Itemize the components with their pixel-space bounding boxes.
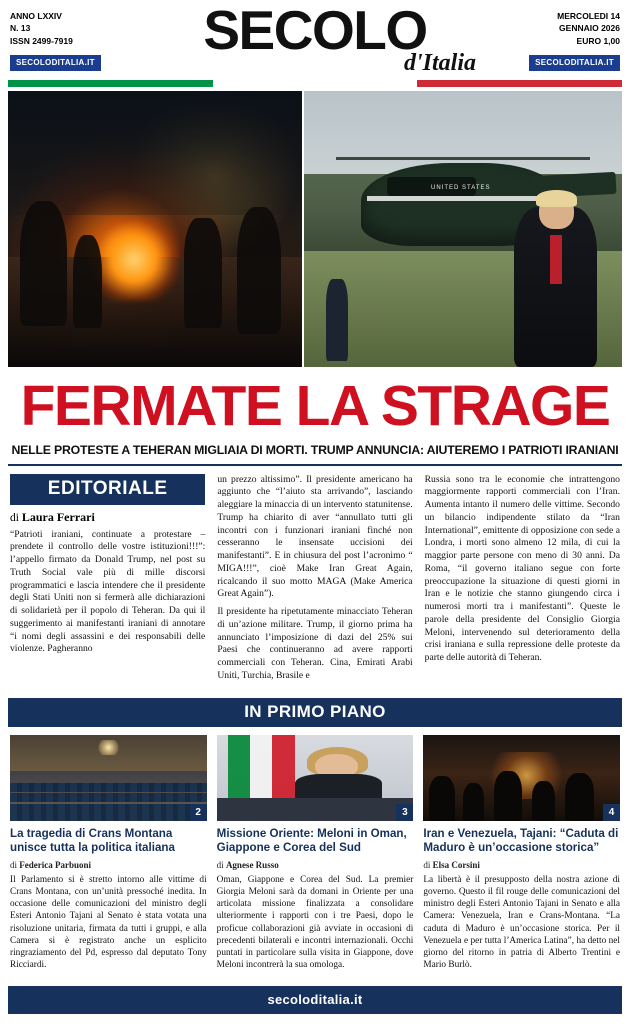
main-headline: FERMATE LA STRAGE: [20, 374, 610, 438]
column-two-paragraph-2: Il presidente ha ripetutamente minacciato Teheran di un’azione militare. Trump, il giorno prima ha annunciato l’imposizione di dazi del 25% sui Paesi che continueranno ad avere rapporti commerciali con Teheran. Cina, Emirati Arabi Uniti, Turchia, Brasile e: [217, 606, 413, 681]
masthead-right-website[interactable]: SECOLODITALIA.IT: [529, 55, 620, 71]
marine-guard-silhouette: [326, 279, 348, 362]
issue-number: N. 13: [10, 23, 31, 34]
card-number-badge: 3: [396, 804, 413, 821]
column-two-paragraph-1: un prezzo altissimo”. Il presidente americano ha aggiunto che “l’aiuto sta arrivando”, lasciando aleggiare la minaccia di un intervento statunitense. Trump ha chiarito di aver “annullato tutti gli incontri con i funzionari iraniani finché non cesseranno le insensate uccisioni dei manifestanti”. E in chiusura del post l’acronimo “ MIGA!!!”, cioè Make Iran Great Again, ricalcando il suo motto MAGA (Make America Great Again”).: [217, 473, 413, 600]
masthead-left-info: [10, 6, 140, 71]
article-columns: [10, 474, 620, 688]
night-protest-fire-photo: [8, 91, 302, 367]
column-two-body: [217, 474, 412, 683]
column-three-paragraph-1: Russia sono tra le economie che intrattengono maggiormente rapporti commerciali con l’Iran. Aumenta intanto il numero delle vittime. Secondo un bilancio indipendente stilato da “Iran International”, emittente di opposizione con sede a Londra, i morti sono almeno 12 mila, di cui la maggior parte persone con meno di 30 anni. Da Roma, “il governo italiano segue con forte preoccupazione la situazione di questi giorni in Iran e le notizie che stanno giungendo circa i numerosi morti tra i manifestanti”. Queste le parole della presidente del Consiglio Giorgia Meloni, intervenendo sul deterioramento della crisi iraniana e sulla repressione delle proteste da parte delle autorità di Teheran.: [424, 473, 620, 664]
editorial-byline: [10, 510, 205, 525]
helicopter-marking-text: UNITED STATES: [431, 184, 491, 191]
card-byline-author: Elsa Corsini: [432, 859, 480, 870]
masthead-logo: [140, 0, 490, 77]
fire-glow: [90, 218, 178, 301]
podium: [217, 798, 414, 820]
card-title[interactable]: La tragedia di Crans Montana unisce tutta la politica italiana: [10, 826, 175, 854]
seat-row-3: [10, 804, 207, 813]
seat-row-4: [10, 813, 207, 821]
rotor-blade: [336, 157, 591, 160]
featured-cards: [10, 735, 620, 972]
card-byline-prefix: di: [10, 859, 20, 870]
building-backdrop: [8, 91, 302, 215]
card-body: Il Parlamento si è stretto intorno alle vittime di Crans Montana, con un’unità pressoché inedita. In occasione delle comunicazioni del ministro degli Esteri Antonio Tajani al Senato è stata votata una risoluzione unitaria, firmata da tutti i gruppi, e alla Camera si è registrato anche un esplicito ringraziamento del Pd, espresso dal deputato Tony Ricciardi.: [10, 874, 207, 971]
section-header-in-primo-piano: IN PRIMO PIANO: [8, 698, 622, 727]
venezuela-crowd-night-photo: [423, 735, 620, 821]
crowd-silhouette-5: [565, 773, 595, 820]
editorial-column: [10, 474, 205, 688]
price: EURO 1,00: [576, 35, 620, 46]
editorial-body: [10, 529, 205, 657]
meloni-photo-art: [217, 735, 414, 821]
publication-date: GENNAIO 2026: [559, 23, 620, 34]
masthead: [0, 0, 630, 78]
president-coat: [514, 207, 597, 367]
flag-white-band: [213, 80, 418, 87]
crowd-photo-art: [423, 735, 620, 821]
featured-card[interactable]: [217, 735, 414, 972]
card-byline-author: Agnese Russo: [225, 859, 279, 870]
crowd-silhouette-3: [494, 771, 522, 821]
flag-green-band: [8, 80, 213, 87]
editorial-byline-author: Laura Ferrari: [21, 509, 95, 524]
seat-row-2: [10, 793, 207, 802]
card-byline-prefix: di: [216, 859, 226, 870]
silhouette-2: [73, 235, 102, 329]
parliament-chamber-photo: [10, 735, 207, 821]
crowd-silhouette-2: [463, 783, 485, 821]
card-byline: [10, 860, 207, 870]
silhouette-1: [20, 201, 67, 325]
helicopter-stripe: [367, 196, 552, 201]
issue-year: ANNO LXXIV: [10, 11, 62, 21]
logo-secolo: SECOLO: [203, 0, 427, 61]
featured-card[interactable]: [10, 735, 207, 972]
card-body: Oman, Giappone e Corea del Sud. La premier Giorgia Meloni sarà da domani in Oriente per una articolata missione finalizzata a consolidare ulteriormente i rapporti con i tre Paesi, dopo le proficue collaborazioni già avviate in occasioni di precedenti bilaterali e incontri internazionali. Occhi puntati in particolare sulla visita in Giappone, dove Meloni incontrerà la sua omologa.: [216, 874, 414, 971]
column-three-body: [425, 474, 620, 665]
article-column-three: [425, 474, 620, 688]
card-byline-prefix: di: [423, 859, 433, 870]
silhouette-4: [237, 207, 281, 334]
crowd-silhouette-1: [429, 776, 455, 821]
card-byline: [423, 860, 620, 870]
hero-photo-group: [8, 91, 622, 367]
card-number-badge: 2: [190, 804, 207, 821]
card-number-badge: 4: [603, 804, 620, 821]
card-body: La libertà è il presupposto della nostra azione di governo. Questo il fil rouge delle comunicazioni del ministro degli Esteri Antonio Tajani in Senato e alla Camera: Venezuela, Iran e Crans-Montana. “La caduta di Maduro è un’occasione storica. Per il Venezuela e per tutta l’America Latina”, ha detto nel giorno del ritorno in patria di Alberto Trentini e Mario Burlò.: [423, 874, 621, 971]
helicopter-photo-art: [304, 91, 622, 367]
editorial-paragraph: “Patrioti iraniani, continuate a protestare – prendete il controllo delle vostre istituzioni!!!”: l’appello firmato da Donald Trump, nel post su Truth Social vale più di mille discorsi programmatici e lascia intendere che il presidente degli Stati Uniti non si fermerà alle dichiarazioni di solidarietà per il popolo di Teheran. Da qui il suggerimento ai manifestanti iraniani di annotare “i nomi degli assassini e dei responsabili delle violenze. Pagheranno: [10, 528, 206, 655]
headline-divider: [8, 464, 622, 466]
silhouette-3: [184, 218, 222, 328]
card-title[interactable]: Iran e Venezuela, Tajani: “Caduta di Maduro è un’occasione storica”: [423, 826, 619, 854]
issn-code: ISSN 2499-7919: [10, 35, 73, 46]
crowd-silhouette-4: [532, 781, 556, 821]
flag-red-band: [417, 80, 622, 87]
editorial-badge: EDITORIALE: [10, 474, 205, 505]
headline-subtitle: NELLE PROTESTE A TEHERAN MIGLIAIA DI MORTI. TRUMP ANNUNCIA: AIUTEREMO I PATRIOTI IRANIANI: [11, 442, 619, 457]
president-hair: [536, 190, 577, 207]
chandelier-light: [97, 740, 121, 755]
article-column-two: [217, 474, 412, 688]
president-tie: [550, 235, 561, 285]
card-title[interactable]: Missione Oriente: Meloni in Oman, Giappone e Corea del Sud: [216, 826, 407, 854]
logo-ditalia: d'Italia: [403, 50, 476, 77]
card-byline: [217, 860, 414, 870]
helicopter-president-photo: [304, 91, 622, 367]
masthead-left-website[interactable]: SECOLODITALIA.IT: [10, 55, 101, 71]
masthead-right-info: [490, 6, 620, 71]
protest-photo-art: [8, 91, 302, 367]
meloni-press-conference-photo: [217, 735, 414, 821]
seat-row-1: [10, 783, 207, 792]
editorial-byline-prefix: di: [10, 511, 22, 524]
parliament-photo-art: [10, 735, 207, 821]
featured-card[interactable]: [423, 735, 620, 972]
italian-flag-divider: [8, 80, 622, 87]
footer-website-link[interactable]: secoloditalia.it: [8, 986, 622, 1014]
publication-weekday: MERCOLEDI 14: [557, 11, 620, 21]
card-byline-author: Federica Parbuoni: [19, 859, 92, 870]
